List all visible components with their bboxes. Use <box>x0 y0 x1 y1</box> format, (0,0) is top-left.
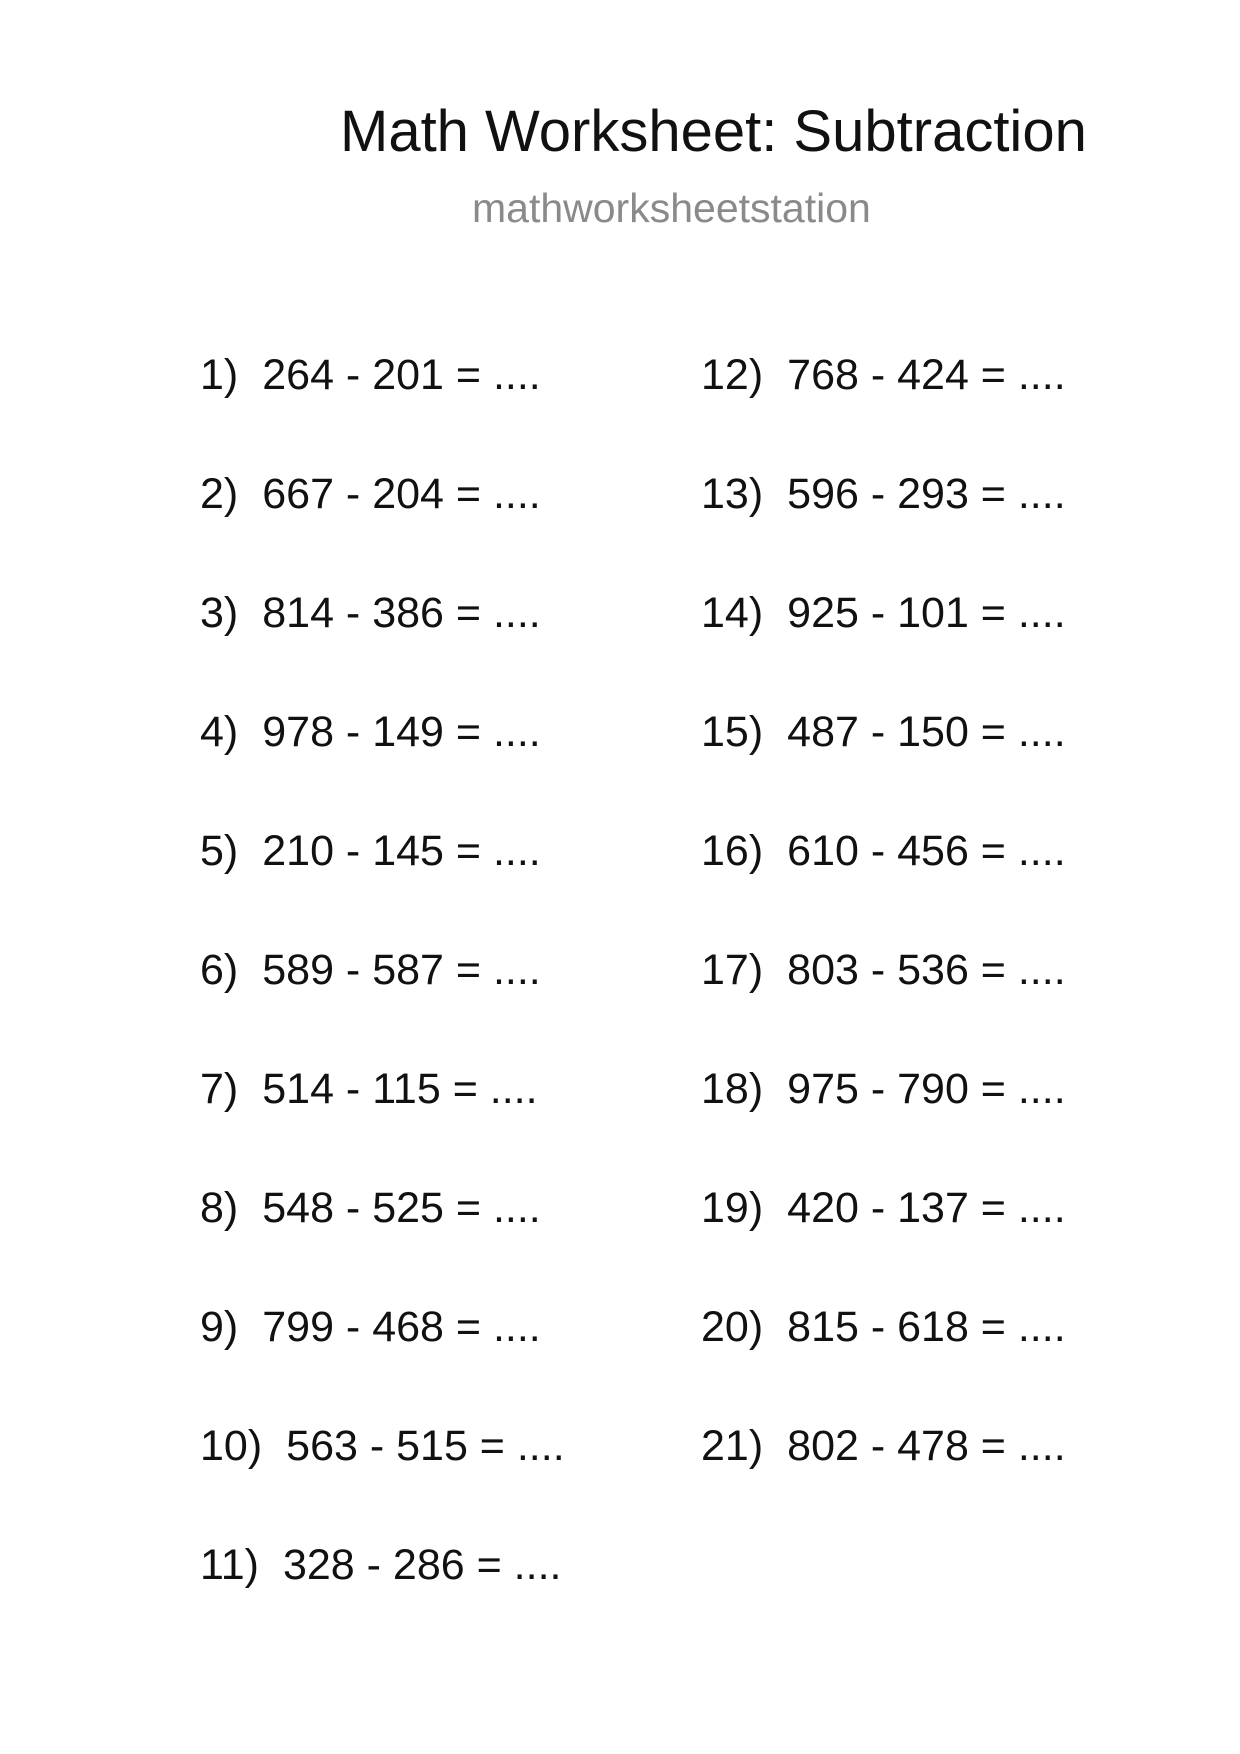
problem-expression: 487 - 150 = .... <box>787 708 1066 756</box>
problem-expression: 768 - 424 = .... <box>787 351 1066 399</box>
problem-expression: 610 - 456 = .... <box>787 827 1066 875</box>
problem-number: 13) <box>701 470 764 518</box>
problem-number: 1) <box>200 351 239 399</box>
problem-number: 20) <box>701 1303 764 1351</box>
problem-expression: 596 - 293 = .... <box>787 470 1066 518</box>
problem-number: 19) <box>701 1184 764 1232</box>
problem-item <box>200 1063 538 1115</box>
problem-item <box>200 587 541 639</box>
problem-expression: 925 - 101 = .... <box>787 589 1066 637</box>
problem-number: 10) <box>200 1422 263 1470</box>
problem-item <box>200 468 541 520</box>
problem-item <box>701 1182 1066 1234</box>
problem-expression: 210 - 145 = .... <box>262 827 541 875</box>
problem-item <box>701 1301 1066 1353</box>
problem-number: 18) <box>701 1065 764 1113</box>
problem-item <box>200 1420 565 1472</box>
problem-item <box>200 1539 561 1591</box>
problem-expression: 815 - 618 = .... <box>787 1303 1066 1351</box>
problem-expression: 563 - 515 = .... <box>286 1422 565 1470</box>
problem-number: 9) <box>200 1303 239 1351</box>
problem-expression: 514 - 115 = .... <box>262 1065 538 1113</box>
problem-item <box>701 349 1066 401</box>
problem-number: 6) <box>200 946 239 994</box>
problem-number: 3) <box>200 589 239 637</box>
page-subtitle: mathworksheetstation <box>472 185 871 231</box>
problem-item <box>701 944 1066 996</box>
problem-item <box>200 706 541 758</box>
problem-number: 2) <box>200 470 239 518</box>
problem-item <box>701 468 1066 520</box>
problem-item <box>701 1420 1066 1472</box>
problem-expression: 978 - 149 = .... <box>262 708 541 756</box>
problem-item <box>200 944 541 996</box>
problem-number: 21) <box>701 1422 764 1470</box>
problem-expression: 802 - 478 = .... <box>787 1422 1066 1470</box>
problem-expression: 803 - 536 = .... <box>787 946 1066 994</box>
problem-expression: 814 - 386 = .... <box>262 589 541 637</box>
problem-expression: 799 - 468 = .... <box>262 1303 541 1351</box>
problem-number: 5) <box>200 827 239 875</box>
problem-expression: 667 - 204 = .... <box>262 470 541 518</box>
problem-number: 16) <box>701 827 764 875</box>
problem-number: 4) <box>200 708 239 756</box>
problem-item <box>701 587 1066 639</box>
problem-number: 17) <box>701 946 764 994</box>
problem-item <box>701 825 1066 877</box>
problem-item <box>200 349 541 401</box>
problem-expression: 264 - 201 = .... <box>262 351 541 399</box>
problem-number: 15) <box>701 708 764 756</box>
problem-expression: 328 - 286 = .... <box>282 1541 562 1589</box>
problem-number: 14) <box>701 589 764 637</box>
problem-number: 11) <box>200 1541 259 1589</box>
page-title: Math Worksheet: Subtraction <box>340 99 1087 164</box>
problem-item <box>200 1301 541 1353</box>
problem-expression: 420 - 137 = .... <box>787 1184 1066 1232</box>
problem-item <box>701 706 1066 758</box>
problem-item <box>701 1063 1066 1115</box>
problem-expression: 975 - 790 = .... <box>787 1065 1066 1113</box>
problem-number: 8) <box>200 1184 239 1232</box>
problem-number: 12) <box>701 351 764 399</box>
problem-item <box>200 825 541 877</box>
problem-expression: 589 - 587 = .... <box>262 946 541 994</box>
problem-number: 7) <box>200 1065 239 1113</box>
problem-item <box>200 1182 541 1234</box>
problem-expression: 548 - 525 = .... <box>262 1184 541 1232</box>
